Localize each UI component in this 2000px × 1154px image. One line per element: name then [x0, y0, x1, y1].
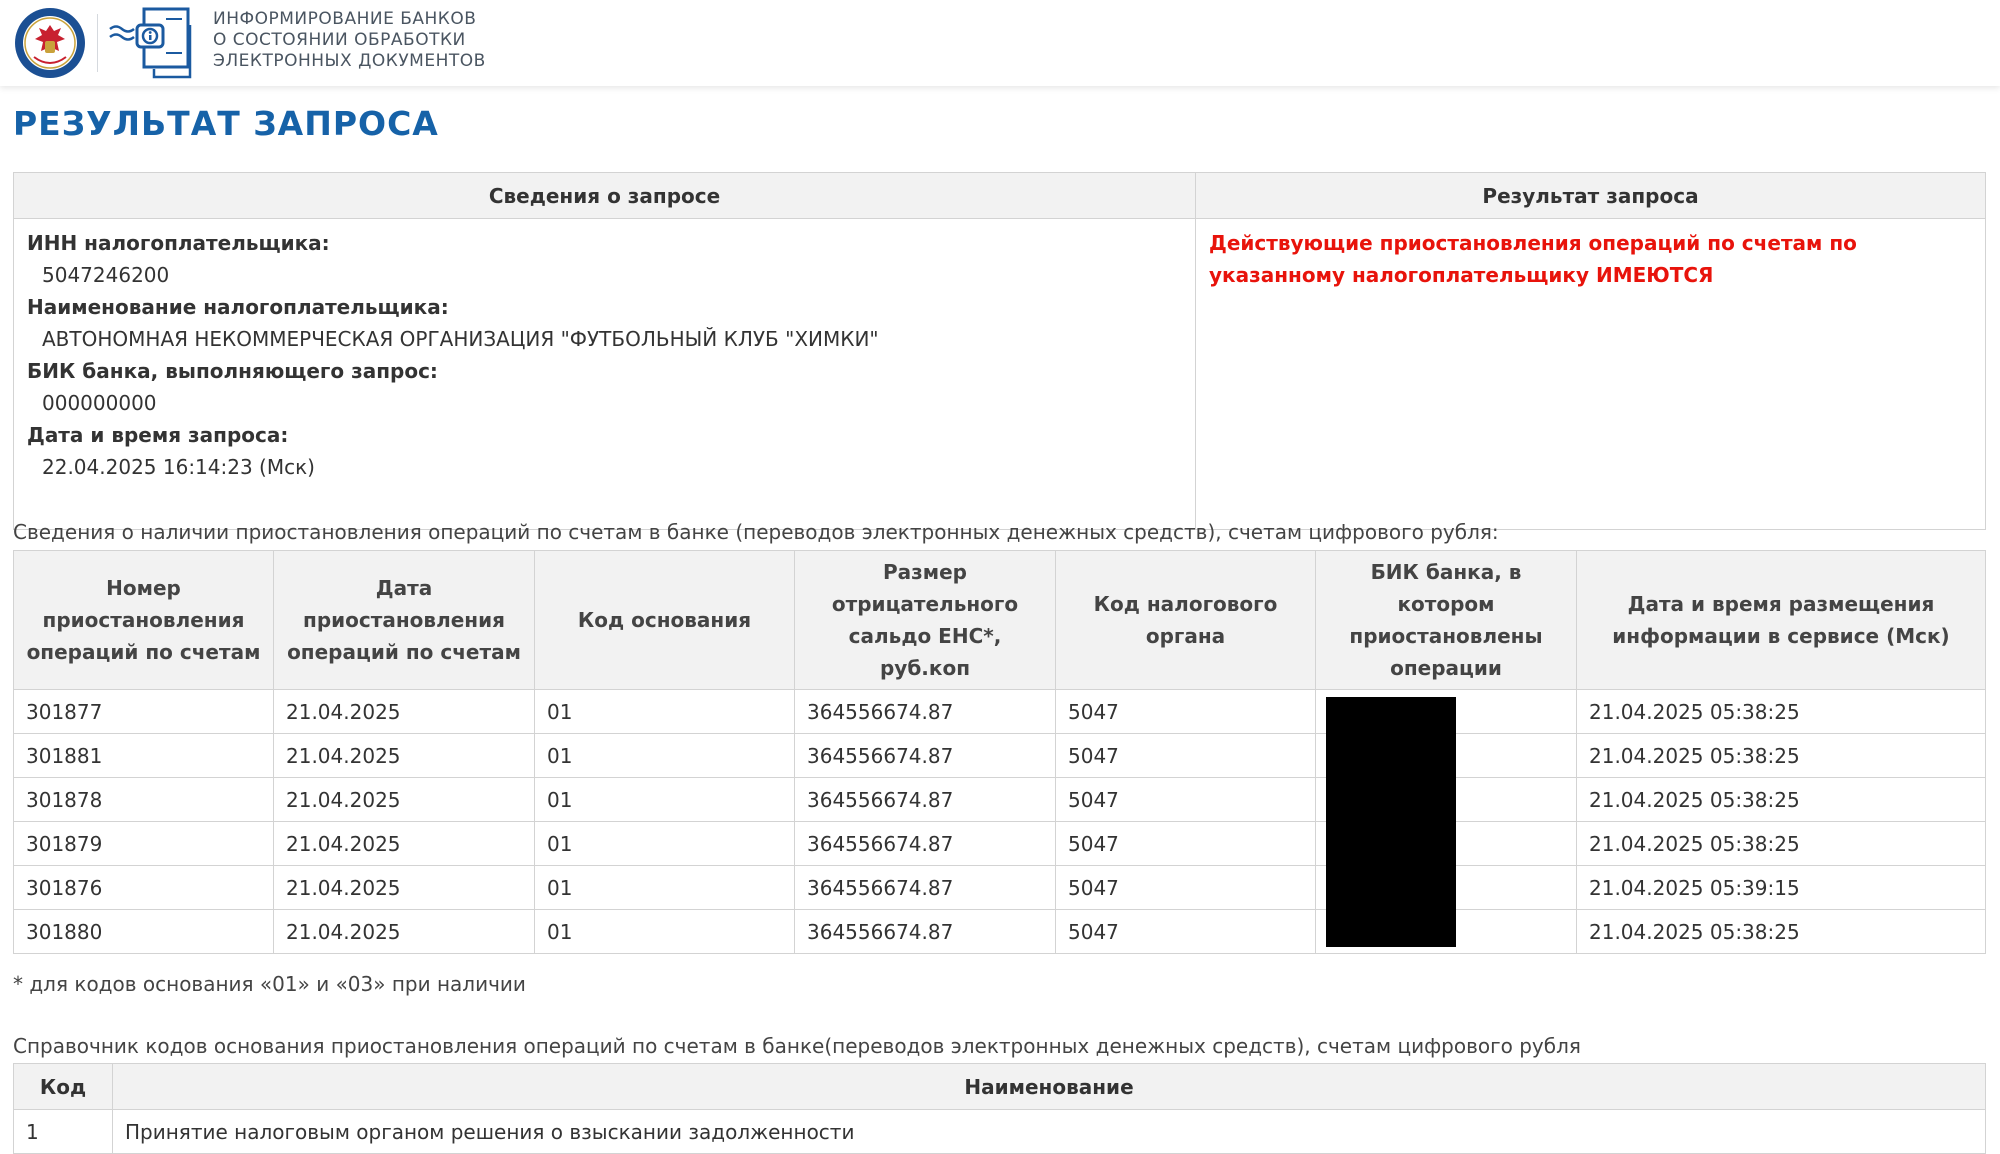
suspension-date: 21.04.2025: [274, 822, 535, 866]
bank-bik-redacted: [1316, 690, 1577, 734]
reference-codes-table: [13, 1063, 1986, 1154]
col-suspension-date: Дата приостановления операций по счетам: [274, 551, 535, 690]
request-datetime-value: 22.04.2025 16:14:23 (Мск): [42, 455, 315, 479]
inn-label: ИНН налогоплательщика:: [27, 231, 330, 255]
placement-datetime: 21.04.2025 05:38:25: [1577, 910, 1986, 954]
col-reason-code: Код основания: [535, 551, 795, 690]
suspensions-header-row: [14, 551, 1986, 690]
col-bank-bik: БИК банка, в котором приостановлены операции: [1316, 551, 1577, 690]
reference-header-row: [14, 1064, 1986, 1110]
suspension-number: 301876: [14, 866, 274, 910]
service-title-line-1: ИНФОРМИРОВАНИЕ БАНКОВ: [213, 9, 477, 29]
table-row: [14, 734, 1986, 778]
bank-bik-redacted: [1316, 778, 1577, 822]
reason-code: 01: [535, 734, 795, 778]
request-result-header: Результат запроса: [1196, 173, 1986, 219]
request-info-cell: [14, 219, 1196, 530]
site-header: [0, 0, 2000, 86]
negative-balance: 364556674.87: [795, 690, 1056, 734]
table-row: [14, 1110, 1986, 1154]
placement-datetime: 21.04.2025 05:38:25: [1577, 690, 1986, 734]
col-code: Код: [14, 1064, 113, 1110]
redaction-box: [1326, 910, 1456, 947]
reason-code: 01: [535, 866, 795, 910]
service-title: [213, 9, 633, 72]
redaction-box: [1326, 866, 1456, 910]
suspension-number: 301878: [14, 778, 274, 822]
bank-bik-redacted: [1316, 866, 1577, 910]
suspension-number: 301877: [14, 690, 274, 734]
bik-value: 000000000: [42, 391, 157, 415]
page-title: РЕЗУЛЬТАТ ЗАПРОСА: [13, 104, 439, 143]
suspension-date: 21.04.2025: [274, 734, 535, 778]
bank-bik-redacted: [1316, 734, 1577, 778]
bik-label: БИК банка, выполняющего запрос:: [27, 359, 438, 383]
bank-bik-redacted: [1316, 910, 1577, 954]
suspensions-table: [13, 550, 1986, 954]
tax-office-code: 5047: [1056, 822, 1316, 866]
bank-bik-redacted: [1316, 822, 1577, 866]
negative-balance: 364556674.87: [795, 822, 1056, 866]
suspensions-footnote: * для кодов основания «01» и «03» при наличии: [13, 972, 526, 996]
table-row: [14, 910, 1986, 954]
request-info-header: Сведения о запросе: [14, 173, 1196, 219]
redaction-box: [1326, 697, 1456, 734]
reason-code: 01: [535, 778, 795, 822]
result-status-text: Действующие приостановления операций по счетам по указанному налогоплательщику ИМЕЮТСЯ: [1209, 231, 1857, 287]
suspension-number: 301879: [14, 822, 274, 866]
negative-balance: 364556674.87: [795, 734, 1056, 778]
placement-datetime: 21.04.2025 05:38:25: [1577, 734, 1986, 778]
col-suspension-number: Номер приостановления операций по счетам: [14, 551, 274, 690]
redaction-box: [1326, 734, 1456, 778]
suspension-date: 21.04.2025: [274, 866, 535, 910]
tax-office-code: 5047: [1056, 910, 1316, 954]
document-info-icon: [106, 5, 192, 81]
reference-name: Принятие налоговым органом решения о взыскании задолженности: [113, 1110, 1986, 1154]
redaction-box: [1326, 778, 1456, 822]
suspension-date: 21.04.2025: [274, 690, 535, 734]
request-info-table: [13, 172, 1986, 530]
placement-datetime: 21.04.2025 05:38:25: [1577, 778, 1986, 822]
request-result-cell: [1196, 219, 1986, 530]
tax-office-code: 5047: [1056, 690, 1316, 734]
col-negative-balance: Размер отрицательного сальдо ЕНС*, руб.коп: [795, 551, 1056, 690]
reason-code: 01: [535, 690, 795, 734]
request-datetime-label: Дата и время запроса:: [27, 423, 289, 447]
reference-code: 1: [14, 1110, 113, 1154]
service-title-line-3: ЭЛЕКТРОННЫХ ДОКУМЕНТОВ: [213, 51, 486, 71]
placement-datetime: 21.04.2025 05:38:25: [1577, 822, 1986, 866]
taxpayer-name-value: АВТОНОМНАЯ НЕКОММЕРЧЕСКАЯ ОРГАНИЗАЦИЯ "ФУТБОЛЬНЫЙ КЛУБ "ХИМКИ": [42, 327, 879, 351]
suspension-date: 21.04.2025: [274, 910, 535, 954]
negative-balance: 364556674.87: [795, 778, 1056, 822]
fns-emblem-icon[interactable]: [14, 7, 86, 79]
suspension-number: 301881: [14, 734, 274, 778]
table-row: [14, 822, 1986, 866]
col-placement-datetime: Дата и время размещения информации в сервисе (Мск): [1577, 551, 1986, 690]
negative-balance: 364556674.87: [795, 866, 1056, 910]
suspension-number: 301880: [14, 910, 274, 954]
table-row: [14, 866, 1986, 910]
table-row: [14, 690, 1986, 734]
reason-code: 01: [535, 822, 795, 866]
col-tax-office-code: Код налогового органа: [1056, 551, 1316, 690]
table-row: [14, 778, 1986, 822]
tax-office-code: 5047: [1056, 734, 1316, 778]
reason-code: 01: [535, 910, 795, 954]
service-title-line-2: О СОСТОЯНИИ ОБРАБОТКИ: [213, 30, 466, 50]
tax-office-code: 5047: [1056, 866, 1316, 910]
suspension-date: 21.04.2025: [274, 778, 535, 822]
col-name: Наименование: [113, 1064, 1986, 1110]
reference-caption: Справочник кодов основания приостановления операций по счетам в банке(переводов электронных денежных средств), счетам цифрового рубля: [13, 1034, 1581, 1058]
header-divider: [97, 14, 98, 72]
negative-balance: 364556674.87: [795, 910, 1056, 954]
redaction-box: [1326, 822, 1456, 866]
placement-datetime: 21.04.2025 05:39:15: [1577, 866, 1986, 910]
inn-value: 5047246200: [42, 263, 170, 287]
taxpayer-name-label: Наименование налогоплательщика:: [27, 295, 449, 319]
suspensions-caption: Сведения о наличии приостановления операций по счетам в банке (переводов электронных денежных средств), счетам цифрового рубля:: [13, 520, 1499, 544]
tax-office-code: 5047: [1056, 778, 1316, 822]
